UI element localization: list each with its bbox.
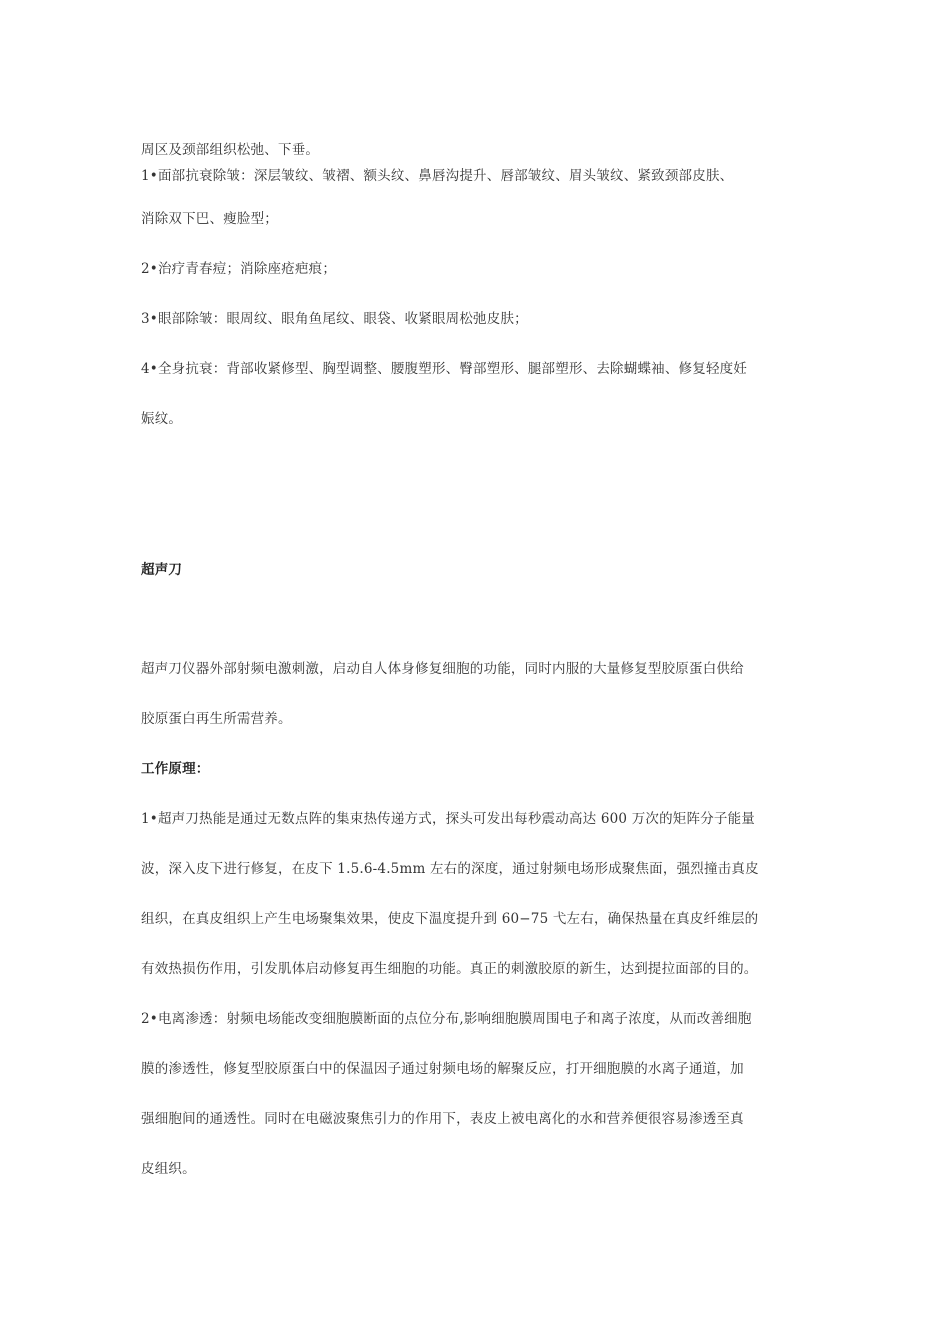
principle-2-line-2: 膜的渗透性，修复型胶原蛋白中的保温因子通过射频电场的解聚反应，打开细胞膜的水离子通道，加 <box>141 1061 744 1077</box>
principle-1-line-1: 1•超声刀热能是通过无数点阵的集束热传递方式，探头可发出每秒震动高达 600 万次的矩阵分子能量 <box>141 811 756 827</box>
principle-2-line-3: 强细胞间的通透性。同时在电磁波聚焦引力的作用下，表皮上被电离化的水和营养便很容易渗透至真 <box>141 1111 744 1127</box>
effect-2-line-1: 2•治疗青春痘；消除座疮疤痕； <box>141 261 337 277</box>
effect-1-line-2: 消除双下巴、瘦脸型； <box>141 211 278 227</box>
principle-1-line-3: 组织，在真皮组织上产生电场聚集效果，使皮下温度提升到 60−75 弋左右，确保热量在真皮纤维层的 <box>141 911 759 927</box>
effect-4-line-1: 4•全身抗衰：背部收紧修型、胸型调整、腰腹塑形、臀部塑形、腿部塑形、去除蝴蝶袖、修复轻度妊 <box>141 361 748 377</box>
effect-1-line-1: 1•面部抗衰除皱：深层皱纹、皱褶、额头纹、鼻唇沟提升、唇部皱纹、眉头皱纹、紧致颈部皮肤、 <box>141 168 734 184</box>
principle-1-line-2: 波，深入皮下进行修复，在皮下 1.5.6-4.5mm 左右的深度，通过射频电场形成聚焦面，强烈撞击真皮 <box>141 861 759 877</box>
intro-tail-text: 周区及颈部组织松弛、下垂。 <box>141 142 320 158</box>
principle-1-line-4: 有效热损伤作用，引发肌体启动修复再生细胞的功能。真正的刺激胶原的新生，达到提拉面部的目的。 <box>141 961 758 977</box>
principle-2-line-1: 2•电离渗透：射频电场能改变细胞膜断面的点位分布,影响细胞膜周围电子和离子浓度，从而改善细胞 <box>141 1011 752 1027</box>
effect-4-line-2: 娠纹。 <box>141 411 183 427</box>
section-heading: 超声刀 <box>141 562 183 578</box>
section-intro-line-2: 胶原蛋白再生所需营养。 <box>141 711 292 727</box>
effect-3-line-1: 3•眼部除皱：眼周纹、眼角鱼尾纹、眼袋、收紧眼周松弛皮肤； <box>141 311 528 327</box>
principle-2-line-4: 皮组织。 <box>141 1161 196 1177</box>
principle-heading: 工作原理： <box>141 761 210 777</box>
section-intro-line-1: 超声刀仪器外部射频电激刺激，启动自人体身修复细胞的功能，同时内服的大量修复型胶原蛋白供给 <box>141 661 744 677</box>
